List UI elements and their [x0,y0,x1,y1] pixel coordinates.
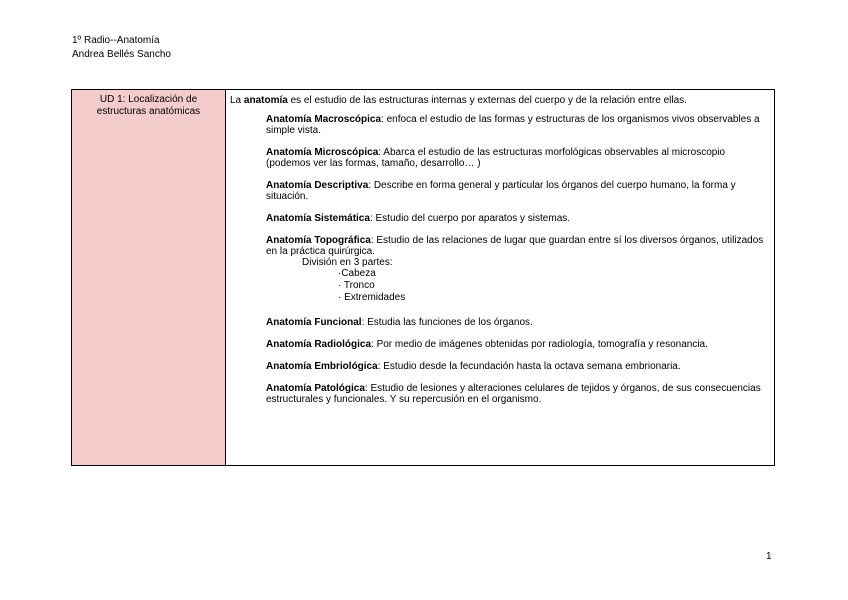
entry-text: : Estudio desde la fecundación hasta la octava semana embrionaria. [377,361,681,372]
entry-radiologica [266,339,768,350]
entry-topografica [266,235,768,257]
entry-term: Anatomía Patológica [266,383,365,394]
course-title: 1º Radio--Anatomía [72,35,160,46]
entry-term: Anatomía Macroscópica [266,114,382,125]
part-extremidades: · Extremidades [338,292,406,303]
entry-descriptiva [266,180,768,202]
page-number: 1 [766,551,772,562]
part-tronco: · Tronco [338,280,375,291]
intro-rest: es el estudio de las estructuras internas y externas del cuerpo y de la relación entre ellas. [287,95,687,106]
entry-patologica [266,383,768,405]
entry-text: : Estudio de lesiones y alteraciones celulares de tejidos y órganos, de sus consecuencias estructurales y funcionales. Y su repercusión en el organismo. [266,383,761,405]
division-label: División en 3 partes: [302,257,393,268]
entry-text: : Abarca el estudio de las estructuras morfológicas observables al microscopio (podemos ver las formas, tamaño, desarrollo… ) [266,147,726,169]
intro-term: anatomía [243,95,288,106]
content-cell [226,90,774,465]
entry-text: : Describe en forma general y particular los órganos del cuerpo humano, la forma y situación. [266,180,736,202]
unit-title: UD 1: Localización de estructuras anatómicas [96,94,201,117]
entry-funcional [266,317,768,328]
entry-term: Anatomía Embriológica [266,361,378,372]
part-cabeza: ·Cabeza [338,268,376,279]
entry-term: Anatomía Microscópica [266,147,379,158]
author-name: Andrea Bellés Sancho [72,49,171,60]
document-header [72,34,171,62]
entry-text: : Estudio del cuerpo por aparatos y sistemas. [369,213,571,224]
entry-text: : Estudio de las relaciones de lugar que guardan entre sí los diversos órganos, utilizados en la práctica quirúrgica. [266,235,764,257]
entry-text: : Estudia las funciones de los órganos. [361,317,533,328]
entry-microscopica [266,147,768,169]
entry-term: Anatomía Sistemática [266,213,370,224]
entry-term: Anatomía Radiológica [266,339,372,350]
entry-text: : Por medio de imágenes obtenidas por radiología, tomografía y resonancia. [371,339,708,350]
entry-term: Anatomía Descriptiva [266,180,369,191]
intro-paragraph [230,95,768,106]
content-table [71,89,775,466]
entry-term: Anatomía Funcional [266,317,362,328]
unit-cell [72,90,226,465]
entry-embriologica [266,361,768,372]
entry-term: Anatomía Topográfica [266,235,371,246]
entry-macroscopica [266,114,768,136]
entry-sistematica [266,213,768,224]
entry-text: : enfoca el estudio de las formas y estructuras de los organismos vivos observables a simple vista. [266,114,760,136]
division-parts [338,268,768,304]
intro-prefix: La [230,95,244,106]
